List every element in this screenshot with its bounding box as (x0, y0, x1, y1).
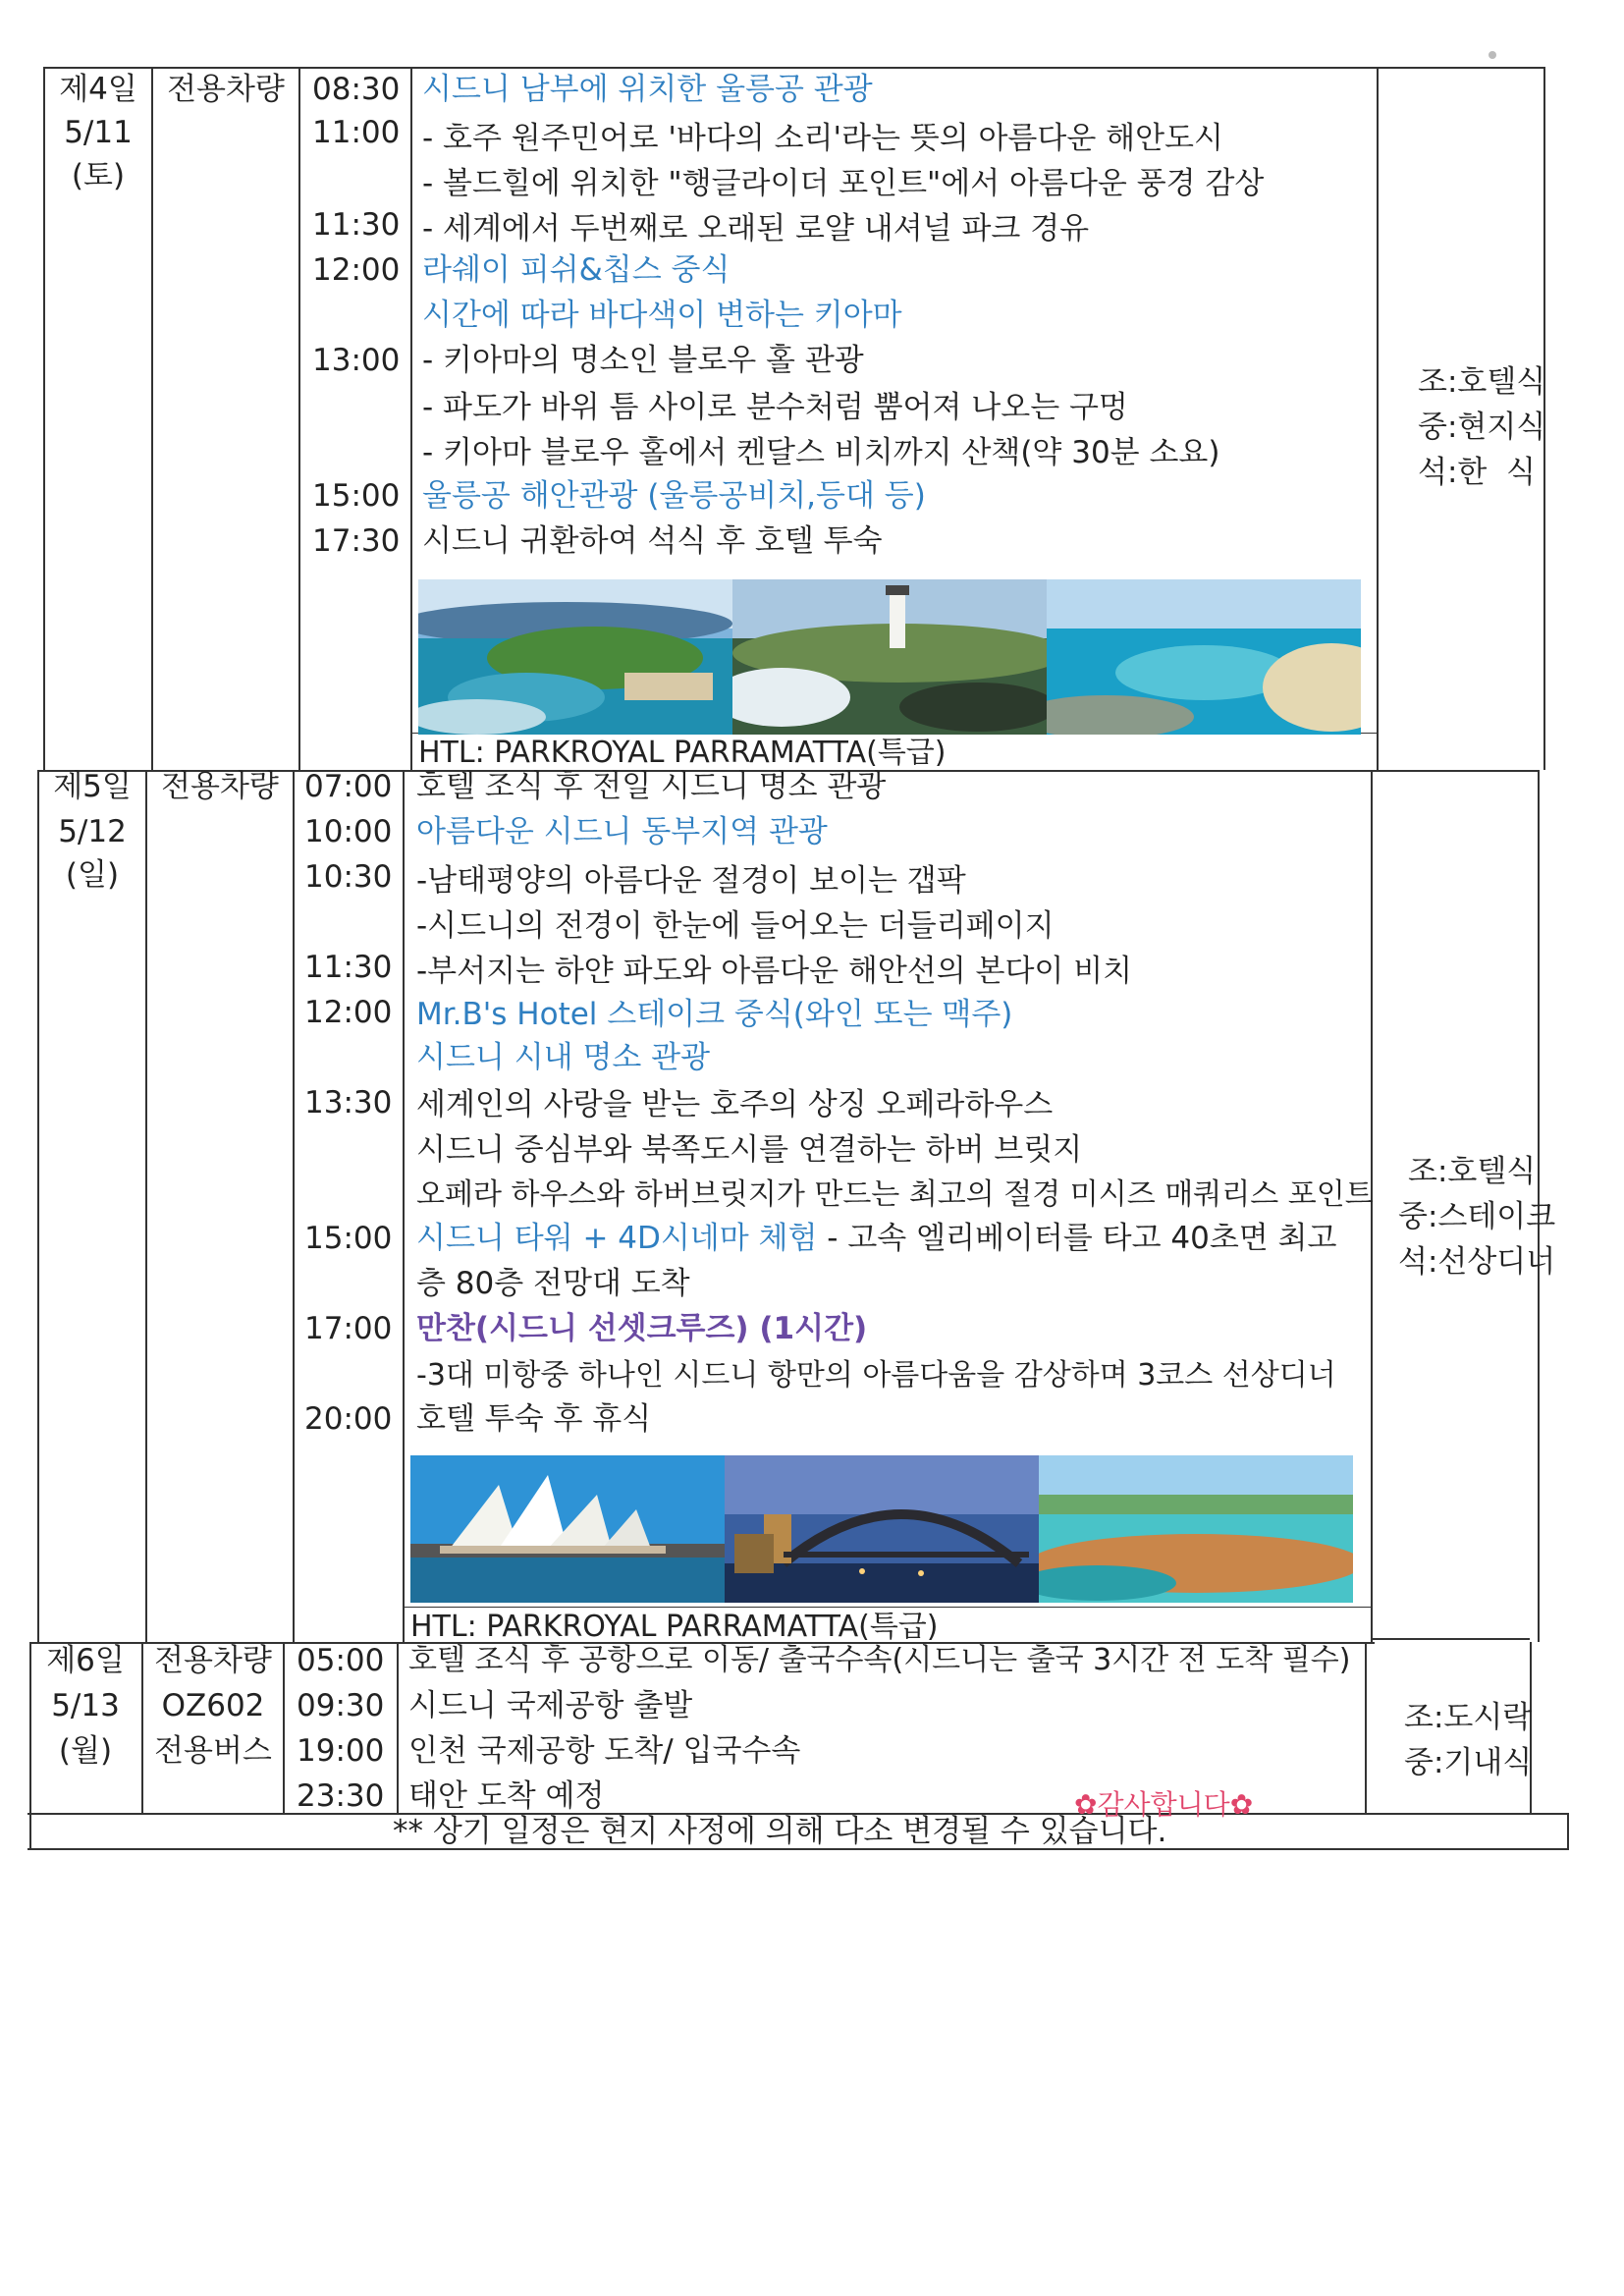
bondi-coast-photo (1039, 1455, 1353, 1603)
hotel-label: HTL: PARKROYAL PARRAMATTA(특급) (418, 736, 947, 770)
meal-label: 조:호텔식 (1408, 1154, 1537, 1189)
col-divider-meals (1365, 1642, 1367, 1813)
day-label: 제5일 (53, 769, 132, 804)
time-label: 12:00 (304, 995, 393, 1030)
schedule-line: 호텔 조식 후 전일 시드니 명소 관광 (416, 769, 887, 804)
col-divider-time (410, 67, 412, 770)
meal-label: 중:스테이크 (1398, 1199, 1556, 1234)
schedule-line: 시간에 따라 바다색이 변하는 키아마 (422, 298, 902, 333)
meal-label: 조:호텔식 (1418, 364, 1546, 400)
lighthouse-blowhole-photo (732, 579, 1047, 735)
col-divider-time (403, 770, 405, 1642)
wollongong-aerial-photo (418, 579, 732, 735)
time-label: 17:00 (304, 1311, 393, 1346)
day-label: 제4일 (59, 72, 137, 107)
time-label: 23:30 (297, 1778, 385, 1814)
col-divider-transport (293, 770, 295, 1642)
date-label: 5/11 (64, 115, 133, 150)
scan-mark (1489, 51, 1496, 59)
time-label: 09:30 (297, 1688, 385, 1723)
weekday-label: (일) (65, 857, 120, 893)
time-label: 15:00 (312, 478, 401, 514)
flight-label: OZ602 (161, 1688, 265, 1723)
thanks-text: 감사합니다 (1097, 1788, 1230, 1821)
hotel-label: HTL: PARKROYAL PARRAMATTA(특급) (410, 1610, 939, 1644)
schedule-line: -3대 미항중 하나인 시드니 항만의 아름다움을 감상하며 3코스 선상디너 (416, 1358, 1336, 1393)
schedule-line: 호텔 조식 후 공항으로 이동/ 출국수속(시드니는 출국 3시간 전 도착 필수) (408, 1643, 1351, 1677)
schedule-line-with-suffix (416, 1216, 1336, 1261)
time-label: 11:30 (312, 207, 401, 243)
time-label: 13:30 (304, 1085, 393, 1121)
time-label: 19:00 (297, 1733, 385, 1769)
schedule-line: -남태평양의 아름다운 절경이 보이는 갭팍 (416, 863, 966, 899)
schedule-line: - 키아마의 명소인 블로우 홀 관광 (422, 343, 864, 378)
schedule-line: 아름다운 시드니 동부지역 관광 (416, 814, 828, 849)
harbour-beach-photo (1047, 579, 1361, 735)
transport-label: 전용버스 (154, 1733, 272, 1769)
time-label: 12:00 (312, 252, 401, 288)
schedule-line: 인천 국제공항 도착/ 입국수속 (408, 1733, 801, 1769)
col-divider-day (151, 67, 153, 770)
weekday-label: (토) (71, 158, 126, 193)
meal-label: 조:도시락 (1404, 1700, 1533, 1735)
time-label: 10:00 (304, 814, 393, 849)
schedule-line: 시드니 귀환하여 석식 후 호텔 투숙 (422, 523, 883, 559)
schedule-line: - 볼드힐에 위치한 "행글라이더 포인트"에서 아름다운 풍경 감상 (422, 166, 1265, 201)
weekday-label: (월) (58, 1733, 113, 1769)
schedule-line: 시드니 중심부와 북쪽도시를 연결하는 하버 브릿지 (416, 1132, 1083, 1168)
schedule-line: 시드니 남부에 위치한 울릉공 관광 (422, 72, 873, 107)
col-divider-transport (283, 1642, 285, 1813)
time-label: 17:30 (312, 523, 401, 559)
time-label: 07:00 (304, 769, 393, 804)
time-label: 15:00 (304, 1221, 393, 1256)
schedule-line: 라쉐이 피쉬&칩스 중식 (422, 252, 731, 288)
schedule-line: Mr.B's Hotel 스테이크 중식(와인 또는 맥주) (416, 997, 1013, 1032)
schedule-line: 시드니 시내 명소 관광 (416, 1040, 711, 1075)
schedule-line: 시드니 국제공항 출발 (408, 1688, 693, 1723)
date-label: 5/12 (58, 814, 127, 849)
schedule-line: - 호주 원주민어로 '바다의 소리'라는 뜻의 아름다운 해안도시 (422, 121, 1223, 156)
schedule-line: -부서지는 하얀 파도와 아름다운 해안선의 본다이 비치 (416, 954, 1133, 989)
col-divider-meals (1377, 67, 1379, 770)
flower-icon: ✿ (1229, 1788, 1254, 1821)
schedule-line: 만찬(시드니 선셋크루즈) (1시간) (416, 1311, 868, 1346)
time-label: 13:00 (312, 343, 401, 378)
schedule-line: - 세계에서 두번째로 오래된 로얄 내셔널 파크 경유 (422, 211, 1090, 246)
schedule-line-highlight: 시드니 타워 + 4D시네마 체험 (416, 1221, 818, 1256)
row-divider-day6-right (1373, 1638, 1530, 1640)
transport-label: 전용차량 (154, 1643, 272, 1678)
schedule-line: 세계인의 사랑을 받는 호주의 상징 오페라하우스 (416, 1087, 1054, 1122)
date-label: 5/13 (51, 1688, 120, 1723)
schedule-line: 태안 도착 예정 (408, 1778, 605, 1814)
schedule-line: 층 80층 전망대 도착 (416, 1266, 690, 1301)
schedule-line: -시드니의 전경이 한눈에 들어오는 더들리페이지 (416, 908, 1055, 944)
transport-label: 전용차량 (161, 769, 279, 804)
meal-label: 석:한 식 (1418, 455, 1536, 490)
harbour-bridge-photo (725, 1455, 1039, 1603)
schedule-line: - 키아마 블로우 홀에서 켄달스 비치까지 산책(약 30분 소요) (422, 435, 1220, 470)
flower-icon: ✿ (1074, 1788, 1098, 1821)
schedule-line: - 파도가 바위 틈 사이로 분수처럼 뿜어져 나오는 구멍 (422, 390, 1128, 425)
opera-house-photo (410, 1455, 725, 1603)
col-divider-day (145, 770, 147, 1642)
time-label: 08:30 (312, 72, 401, 107)
time-label: 11:30 (304, 950, 393, 985)
time-label: 05:00 (297, 1643, 385, 1678)
meal-label: 중:기내식 (1404, 1745, 1533, 1780)
day-label: 제6일 (46, 1643, 125, 1678)
schedule-line: 오페라 하우스와 하버브릿지가 만드는 최고의 절경 미시즈 매쿼리스 포인트 (416, 1177, 1374, 1212)
schedule-line: 호텔 투숙 후 휴식 (416, 1401, 652, 1437)
schedule-line: 울릉공 해안관광 (울릉공비치,등대 등) (422, 478, 926, 514)
schedule-line-suffix: - 고속 엘리베이터를 타고 40초면 최고 (817, 1221, 1337, 1256)
time-label: 10:30 (304, 859, 393, 895)
time-label: 11:00 (312, 115, 401, 150)
table-right-border (1567, 1813, 1569, 1848)
meal-label: 석:선상디너 (1398, 1244, 1556, 1280)
time-label: 20:00 (304, 1401, 393, 1437)
table-left-border (37, 770, 39, 1642)
meal-label: 중:현지식 (1418, 410, 1546, 445)
col-divider-transport (298, 67, 300, 770)
footer-note: ** 상기 일정은 현지 사정에 의해 다소 변경될 수 있습니다. (393, 1814, 1167, 1849)
transport-label: 전용차량 (167, 72, 285, 107)
col-divider-time (397, 1642, 399, 1813)
